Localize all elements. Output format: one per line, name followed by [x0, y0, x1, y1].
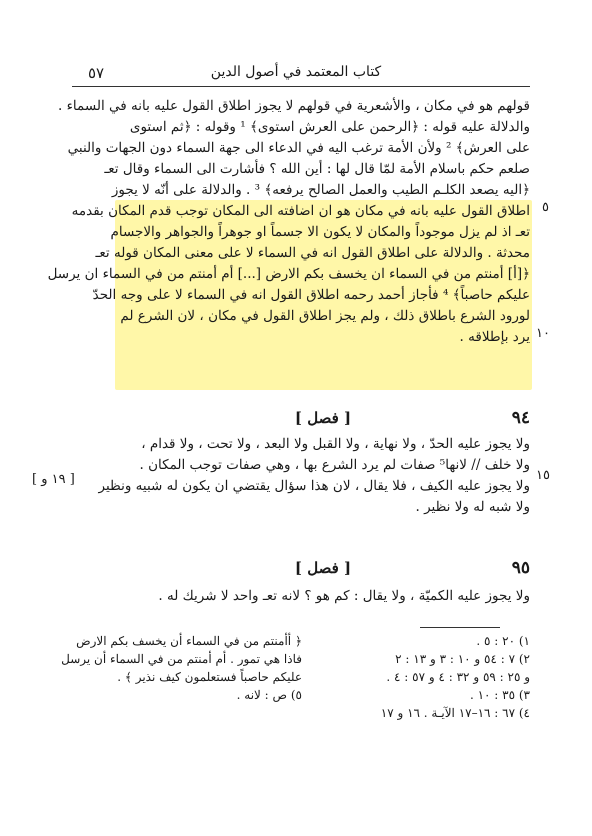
- footnote-line: فاذا هي تمور . أم أمنتم من في السماء أن يرسل: [61, 652, 302, 666]
- section-94-text: [98, 434, 530, 518]
- text-line: ولا شبه له ولا نظير .: [415, 499, 530, 515]
- text-line: قولهم هو في مكان ، والأشعرية في قولهم لا يجوز اطلاق القول عليه بانه في السماء .: [57, 98, 530, 114]
- section-number: ٩٤: [511, 408, 530, 428]
- text-line: عليكم حاصباً﴾ ⁴ فأجاز أحمد رحمه اطلاق القول انه في السماء لا على وجه الحدّ: [92, 287, 530, 303]
- footnote-line: ﴿ أأمنتم من في السماء أن يخسف بكم الارض: [76, 634, 302, 648]
- folio-reference: [ ١٩ و ]: [32, 472, 75, 487]
- line-number-15: ١٥: [536, 468, 550, 483]
- line-number-5: ٥: [542, 200, 549, 215]
- section-label: [ فصل ]: [294, 409, 352, 427]
- page-number: ٥٧: [88, 64, 105, 82]
- text-line: يرد بإطلاقه .: [459, 329, 530, 345]
- text-line: اطلاق القول عليه بانه في مكان هو ان اضافته الى المكان توجب قدم المكان بقدمه: [71, 203, 530, 219]
- text-line: والدلالة عليه قوله : ﴿الرحمن على العرش استوى﴾ ¹ وقوله : ﴿ثم استوى: [129, 119, 530, 135]
- main-paragraph: [47, 96, 530, 348]
- text-line: على العرش﴾ ² ولأن الأمة ترغب اليه في الدعاء الى جهة السماء دون الجهات والنبي: [67, 140, 530, 156]
- footnote-rule: [420, 627, 500, 628]
- running-header: [70, 62, 522, 86]
- footnotes-right: [381, 632, 530, 722]
- section-heading-95: [116, 556, 530, 580]
- footnote-line: ٤) ٦٧ : ١٦–١٧ الآيـة . ١٦ و ١٧: [380, 706, 530, 720]
- section-heading-94: [116, 406, 530, 430]
- text-line: لورود الشرع باطلاق ذلك ، ولم يجز اطلاق القول في مكان ، لان الشرع لم: [120, 308, 530, 324]
- text-line: ﴿[أ] أمنتم من في السماء ان يخسف بكم الارض [...] أم أمنتم من في السماء ان يرسل: [47, 266, 530, 282]
- book-title: كتاب المعتمد في أصول الدين: [210, 64, 382, 80]
- footnote-line: ٣) ٣٥ : ١٠ .: [469, 688, 530, 702]
- text-line: ﴿اليه يصعد الكلـم الطيب والعمل الصالح يرفعه﴾ ³ . والدلالة على أنّه لا يجوز: [111, 182, 530, 198]
- text-line: ولا خلف // لانها⁵ صفات لم يرد الشرع بها ، وهي صفات توجب المكان .: [139, 457, 530, 473]
- header-rule: [72, 86, 530, 87]
- footnote-line: ١) ٢٠ : ٥ .: [476, 634, 530, 648]
- line-number-10: ١٠: [536, 326, 550, 341]
- text-line: محدثة . والدلالة على اطلاق القول انه في السماء لا على معنى المكان قوله تعـ: [95, 245, 530, 261]
- footnote-line: ٥) ص : لانه .: [236, 688, 302, 702]
- section-label: [ فصل ]: [294, 559, 352, 577]
- text-line: ولا يجوز عليه الحدّ ، ولا نهاية ، ولا القبل ولا البعد ، ولا تحت ، ولا قدام ،: [141, 436, 530, 452]
- text-line: تعـ اذ لم يزل موجوداً والمكان لا يكون الا جسماً او جوهراً والجواهر والاجسام: [110, 224, 530, 240]
- section-number: ٩٥: [511, 558, 530, 578]
- text-line: صلعم حكم باسلام الأمة لمّا قال لها : أين الله ؟ فأشارت الى السماء وقال تعـ: [104, 161, 530, 177]
- section-95-text: [116, 586, 530, 607]
- footnote-line: و ٢٥ : ٥٩ و ٣٢ : ٤ و ٥٧ : ٤ .: [386, 670, 530, 684]
- footnote-line: عليكم حاصباً فستعلمون كيف نذير ﴾ .: [117, 670, 302, 684]
- text-line: ولا يجوز عليه الكميّة ، ولا يقال : كم هو ؟ لانه تعـ واحد لا شريك له .: [158, 588, 530, 604]
- text-line: ولا يجوز عليه الكيف ، فلا يقال ، لان هذا سؤال يقتضي ان يكون له شبيه ونظير: [98, 478, 530, 494]
- footnotes-left: [61, 632, 302, 704]
- footnote-line: ٢) ٧ : ٥٤ و ١٠ : ٣ و ١٣ : ٢: [395, 652, 530, 666]
